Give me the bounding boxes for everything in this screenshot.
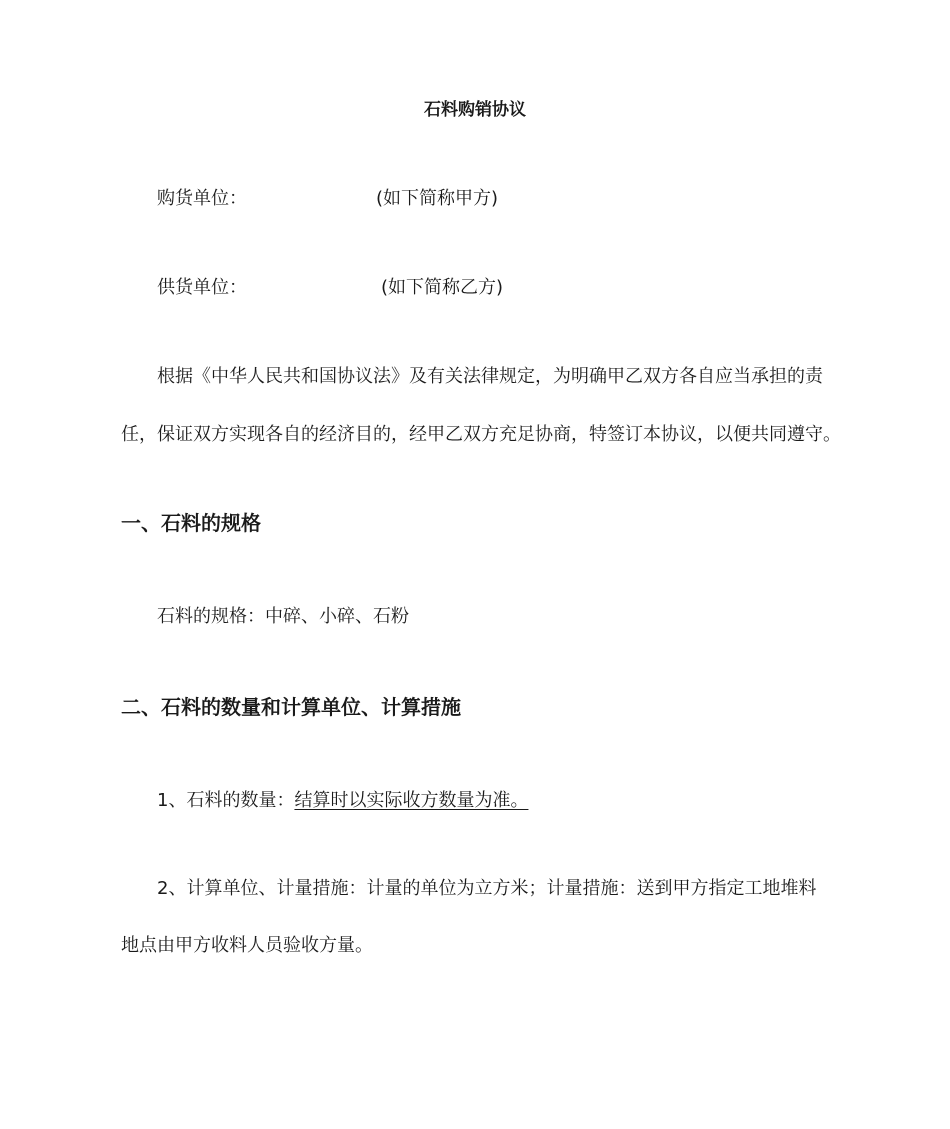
item-1-prefix: 1、石料的数量：	[157, 790, 295, 811]
buyer-label: 购货单位：	[157, 188, 247, 209]
supplier-label: 供货单位：	[157, 277, 247, 298]
item-1-underlined-value: 结算时以实际收方数量为准。	[294, 790, 529, 811]
section-1-heading: 一、石料的规格	[121, 511, 261, 535]
intro-line-1: 根据《中华人民共和国协议法》及有关法律规定，为明确甲乙双方各自应当承担的责	[157, 366, 823, 387]
section-2-item-2-line-2: 地点由甲方收料人员验收方量。	[121, 935, 373, 956]
section-1-body: 石料的规格：中碎、小碎、石粉	[157, 606, 409, 627]
section-2-heading: 二、石料的数量和计算单位、计算措施	[121, 695, 461, 719]
buyer-note: (如下简称甲方)	[376, 188, 499, 209]
intro-line-2: 任，保证双方实现各自的经济目的，经甲乙双方充足协商，特签订本协议，以便共同遵守。	[121, 424, 841, 445]
section-2-item-1	[157, 789, 528, 813]
supplier-note: (如下简称乙方)	[381, 277, 504, 298]
section-2-item-2-line-1: 2、计算单位、计量措施：计量的单位为立方米；计量措施：送到甲方指定工地堆料	[157, 878, 817, 899]
document-title: 石料购销协议	[424, 100, 526, 120]
